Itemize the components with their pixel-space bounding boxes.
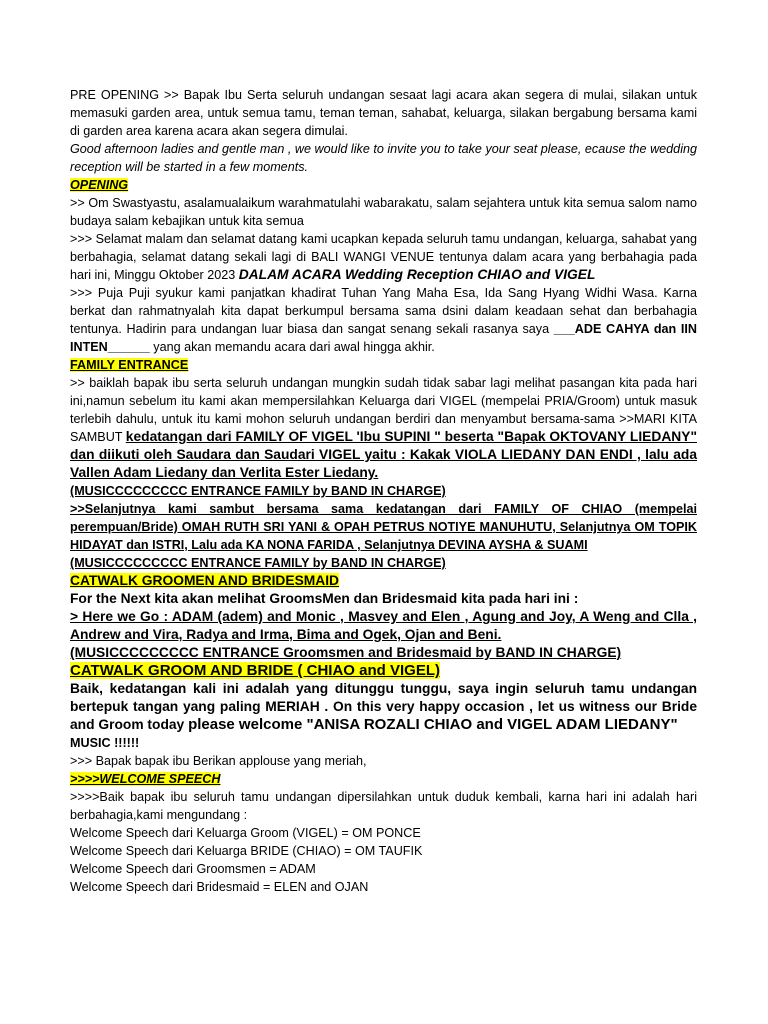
welcome-list-item: Welcome Speech dari Groomsmen = ADAM (70, 862, 316, 876)
welcome-intro: >>>>Baik bapak ibu seluruh tamu undangan dipersilahkan untuk duduk kembali, karna hari ini adalah hari berbahagia,kami mengundang : (70, 790, 697, 822)
opening-gratitude (70, 284, 697, 356)
family-heading-line (70, 356, 697, 374)
welcome-list-item: Welcome Speech dari Keluarga BRIDE (CHIAO) = OM TAUFIK (70, 844, 423, 858)
catwalk-groom-bride-paragraph (70, 680, 697, 734)
welcome-list-item: Welcome Speech dari Bridesmaid = ELEN and OJAN (70, 880, 369, 894)
opening-heading: OPENING (70, 178, 129, 192)
catwalk-groomsmen-music: (MUSICCCCCCCCC ENTRANCE Groomsmen and Bridesmaid by BAND IN CHARGE) (70, 645, 622, 660)
family-groom-text: >> baiklah bapak ibu serta seluruh undangan mungkin sudah tidak sabar lagi melihat pasangan kita pada hari ini,namun sebelum itu kami akan mempersilahkan Keluarga dari VIGEL (mempelai PRIA/Groom) untuk masuk terlebih dahulu, untuk itu kami mohon seluruh undangan berdiri dan menyambut bersama-sama >>MARI KITA SAMBUT (70, 376, 697, 444)
opening-greeting: >> Om Swastyastu, asalamualaikum warahmatulahi wabarakatu, salam sejahtera untuk kita semua salom namo budaya salam kebajikan untuk kita semua (70, 196, 697, 228)
catwalk-groom-bride-heading: CATWALK GROOM AND BRIDE ( CHIAO and VIGEL) (70, 662, 440, 679)
family-groom-names: kedatangan dari FAMILY OF VIGEL 'Ibu SUPINI " beserta "Bapak OKTOVANY LIEDANY" dan diikuti oleh Saudara dan Saudari VIGEL yaitu : Kakak VIOLA LIEDANY DAN ENDI , lalu ada Vallen Adam Liedany dan Verlita Ester Liedany. (70, 429, 698, 480)
catwalk-groomsmen-heading: CATWALK GROOMEN AND BRIDESMAID (70, 573, 340, 588)
catwalk-groomsmen-intro: For the Next kita akan melihat GroomsMen dan Bridesmaid kita pada hari ini : (70, 591, 579, 606)
catwalk-groom-bride-heading-line (70, 662, 697, 680)
welcome-speech-heading: >>>>WELCOME SPEECH (70, 772, 221, 786)
family-music-1: (MUSICCCCCCCCC ENTRANCE FAMILY by BAND IN CHARGE) (70, 484, 446, 498)
opening-welcome-text: >>> Selamat malam dan selamat datang kami ucapkan kepada seluruh tamu undangan, keluarga, sahabat yang berbahagia, selamat datang sekali lagi di BALI WANGI VENUE tentunya dalam acara yang berbahagia pada hari ini, Minggu Oktober 2023 (70, 232, 697, 282)
event-name: DALAM ACARA Wedding Reception CHIAO and VIGEL (238, 267, 596, 282)
opening-heading-line (70, 176, 697, 194)
catwalk-music: MUSIC !!!!!! (70, 736, 140, 750)
welcome-heading-line (70, 770, 697, 788)
document-body (70, 86, 697, 896)
family-music-2: (MUSICCCCCCCCC ENTRANCE FAMILY by BAND IN CHARGE) (70, 556, 446, 570)
opening-welcome (70, 230, 697, 284)
pre-opening-paragraph: PRE OPENING >> Bapak Ibu Serta seluruh undangan sesaat lagi acara akan segera di mulai, silakan untuk memasuki garden area, untuk semua tamu, teman teman, sahabat, keluarga, silakan bergabung bersama kami di garden area karena acara akan segera dimulai. (70, 88, 697, 138)
catwalk-groom-bride-text: Baik, kedatangan kali ini adalah yang ditunggu tunggu, saya ingin seluruh tamu undangan bertepuk tangan yang paling MERIAH . On this very happy occasion , let us witness our Bride and Groom today (70, 681, 697, 732)
couple-welcome: please welcome "ANISA ROZALI CHIAO and VIGEL ADAM LIEDANY" (188, 716, 678, 733)
opening-gratitude-text: >>> Puja Puji syukur kami panjatkan khadirat Tuhan Yang Maha Esa, Ida Sang Hyang Widhi Wasa. Karna berkat dan rahmatnyalah kita dapat berkumpul bersama sama dsini dalam keadaan sehat dan berbahagia tentunya. Hadirin para undangan luar biasa dan sangat senang sekali rasanya saya (70, 286, 697, 336)
catwalk-groomsmen-list: > Here we Go : ADAM (adem) and Monic , Masvey and Elen , Agung and Joy, A Weng and Clla , Andrew and Vira, Radya and Irma, Bima and Ogek, Ojan and Beni. (70, 609, 697, 642)
catwalk-groomsmen-heading-line (70, 572, 697, 590)
family-groom-paragraph (70, 374, 697, 482)
family-entrance-heading: FAMILY ENTRANCE (70, 358, 189, 372)
welcome-list-item: Welcome Speech dari Keluarga Groom (VIGEL) = OM PONCE (70, 826, 421, 840)
catwalk-applause: >>> Bapak bapak ibu Berikan applouse yang meriah, (70, 754, 367, 768)
pre-opening-english: Good afternoon ladies and gentle man , we would like to invite you to take your seat please, ecause the wedding reception will be started in a few moments. (70, 142, 697, 174)
family-bride-paragraph: >>Selanjutnya kami sambut bersama sama kedatangan dari FAMILY OF CHIAO (mempelai perempuan/Bride) OMAH RUTH SRI YANI & OPAH PETRUS NOTIYE MANUHUTU, Selanjutnya OM TOPIK HIDAYAT dan ISTRI, Lalu ada KA NONA FARIDA , Selanjutnya DEVINA AYSHA & SUAMI (70, 502, 697, 552)
mc-names: ___ADE CAHYA dan IIN INTEN______ (70, 322, 697, 354)
opening-gratitude-end: yang akan memandu acara dari awal hingga akhir. (149, 340, 435, 354)
